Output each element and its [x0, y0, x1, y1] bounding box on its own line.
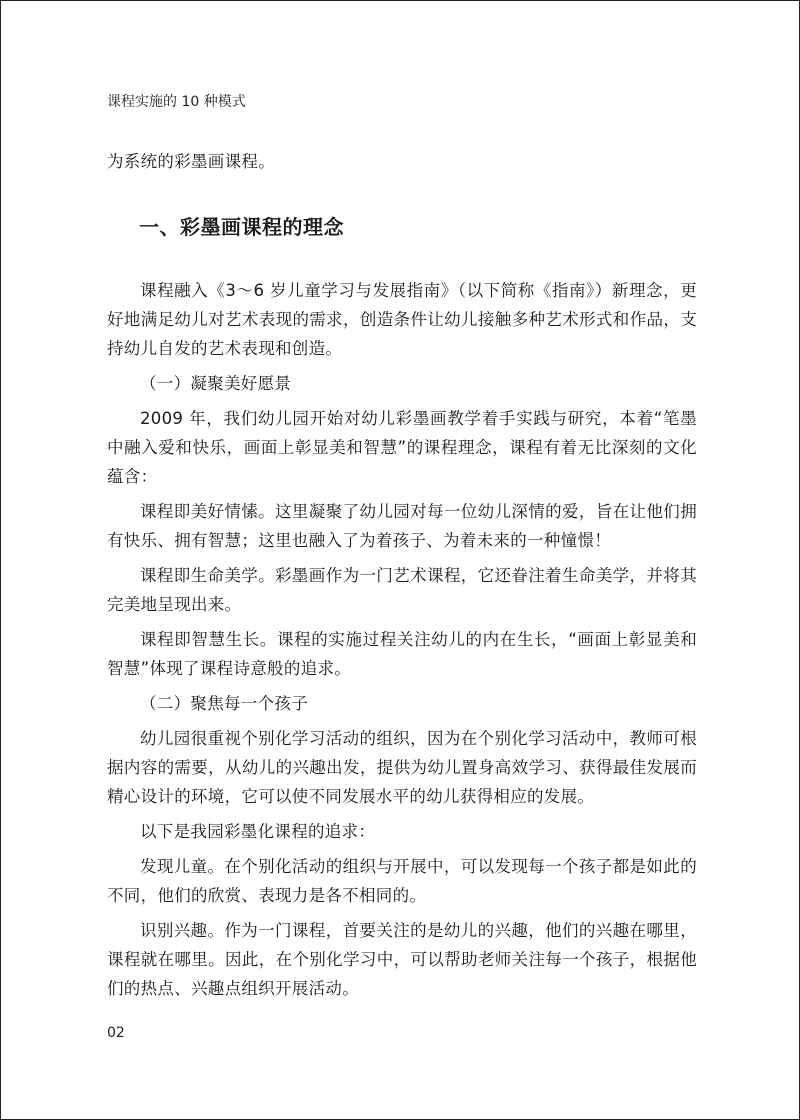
paragraph: 幼儿园很重视个别化学习活动的组织，因为在个别化学习活动中，教师可根据内容的需要，从幼儿的兴趣出发，提供为幼儿置身高效学习、获得最佳发展而精心设计的环境，它可以使不同发展水平的幼儿获得相应的发展。 [107, 729, 697, 806]
page-number: 02 [107, 1025, 125, 1041]
subheading: （一）凝聚美好愿景 [140, 374, 292, 393]
paragraph: 发现儿童。在个别化活动的组织与开展中，可以发现每一个孩子都是如此的不同，他们的欣赏、表现力是各不相同的。 [107, 857, 697, 905]
paragraph: 课程即美好情愫。这里凝聚了幼儿园对每一位幼儿深情的爱，旨在让他们拥有快乐、拥有智慧；这里也融入了为着孩子、为着未来的一种憧憬！ [107, 502, 697, 550]
paragraph: 以下是我园彩墨化课程的追求： [140, 822, 376, 841]
lead-in-text: 为系统的彩墨画课程。 [107, 152, 275, 171]
paragraph: 课程即智慧生长。课程的实施过程关注幼儿的内在生长，“画面上彰显美和智慧”体现了课程诗意般的追求。 [107, 630, 697, 678]
running-header: 课程实施的 10 种模式 [107, 94, 246, 110]
page-body [107, 147, 697, 1003]
paragraph: 2009 年，我们幼儿园开始对幼儿彩墨画教学着手实践与研究，本着“笔墨中融入爱和快乐，画面上彰显美和智慧”的课程理念，课程有着无比深刻的文化蕴含： [107, 409, 697, 486]
paragraph: 课程即生命美学。彩墨画作为一门艺术课程，它还眷注着生命美学，并将其完美地呈现出来。 [107, 566, 697, 614]
section-heading: 一、彩墨画课程的理念 [139, 215, 344, 239]
subheading: （二）聚焦每一个孩子 [140, 694, 308, 713]
paragraph: 识别兴趣。作为一门课程，首要关注的是幼儿的兴趣，他们的兴趣在哪里，课程就在哪里。因此，在个别化学习中，可以帮助老师关注每一个孩子，根据他们的热点、兴趣点组织开展活动。 [107, 921, 697, 998]
paragraph: 课程融入《3～6 岁儿童学习与发展指南》（以下简称《指南》）新理念，更好地满足幼儿对艺术表现的需求，创造条件让幼儿接触多种艺术形式和作品，支持幼儿自发的艺术表现和创造。 [107, 281, 697, 358]
